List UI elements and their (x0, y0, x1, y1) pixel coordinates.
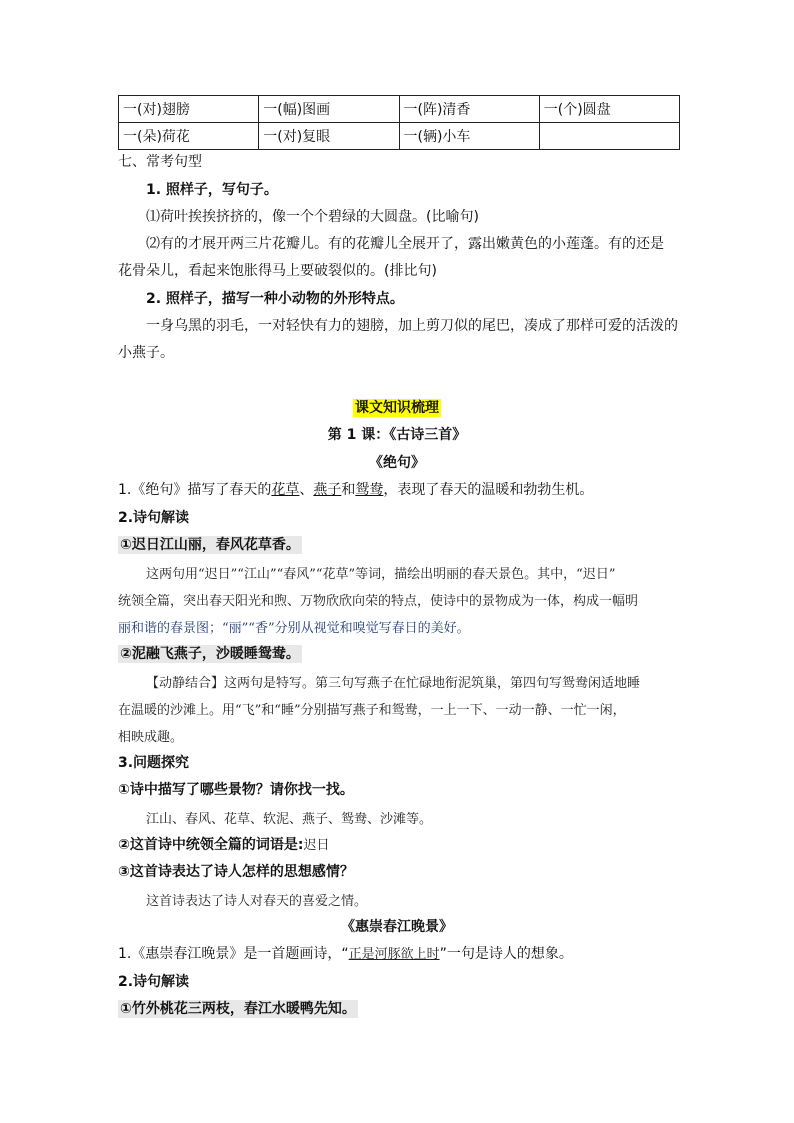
table-cell: 一(辆)小车 (399, 123, 539, 150)
knowledge-banner: 课文知识梳理 (355, 400, 439, 416)
knowledge-banner-row (0, 398, 794, 418)
poem1-line2: ②泥融飞燕子，沙暖睡鸳鸯。 (120, 646, 300, 662)
poem1-explain2-line1: 【动静结合】这两句是特写。第三句写燕子在忙碌地衔泥筑巢，第四句写鸳鸯闲适地睡 (146, 676, 641, 691)
table-row (119, 96, 680, 123)
poem1-explain2-line2: 在温暖的沙滩上。用“飞”和“睡”分别描写燕子和鸳鸯，一上一下、一动一静、一忙一闲， (118, 703, 626, 718)
poem1-line1: ①迟日江山丽，春风花草香。 (120, 537, 300, 553)
poem1-question-3: ③这首诗表达了诗人怎样的思想感情？ (118, 864, 354, 880)
poem2-intro-post: ”一句是诗人的想象。 (439, 946, 573, 962)
poem1-intro-sep: 和 (341, 482, 356, 498)
table-cell: 一(幅)图画 (259, 96, 399, 123)
measure-word-table (118, 95, 680, 150)
poem2-section-2: 2.诗句解读 (118, 974, 190, 990)
poem1-question-1: ①诗中描写了哪些景物？请你找一找。 (118, 782, 354, 798)
poem1-intro-word: 花草 (271, 482, 300, 498)
table-cell: 一(对)翅膀 (119, 96, 259, 123)
section7-question-1: 1. 照样子，写句子。 (146, 182, 278, 198)
poem2-intro (118, 944, 573, 965)
poem1-explain1-line2: 统领全篇，突出春天阳光和煦、万物欣欣向荣的特点，使诗中的景物成为一体，构成一幅明 (118, 594, 639, 609)
table-cell: 一(个)圆盘 (539, 96, 679, 123)
poem2-intro-pre: 1.《惠崇春江晚景》是一首题画诗，“ (118, 946, 349, 962)
table-row (119, 123, 680, 150)
poem1-explain1-line3: 丽和谐的春景图；“丽”“香”分别从视觉和嗅觉写春日的美好。 (118, 621, 470, 636)
section7-sentence-3-line1: 一身乌黑的羽毛，一对轻快有力的翅膀，加上剪刀似的尾巴，凑成了那样可爱的活泼的 (146, 318, 678, 334)
poem2-title: 《惠崇春江晚景》 (341, 919, 453, 935)
poem2-line1-row (118, 999, 358, 1019)
section7-sentence-1: ⑴荷叶挨挨挤挤的，像一个个碧绿的大圆盘。(比喻句) (146, 209, 479, 225)
section7-sentence-2-line1: ⑵有的才展开两三片花瓣儿。有的花瓣儿全展开了，露出嫩黄色的小莲蓬。有的还是 (146, 236, 664, 252)
section7-heading: 七、常考句型 (118, 154, 202, 170)
section7-sentence-2-line2: 花骨朵儿，看起来饱胀得马上要破裂似的。(排比句) (118, 263, 437, 279)
poem1-answer-3: 这首诗表达了诗人对春天的喜爱之情。 (146, 894, 368, 909)
poem1-title: 《绝句》 (369, 455, 425, 471)
poem1-intro-word: 燕子 (313, 482, 342, 498)
poem1-question-2 (118, 835, 329, 856)
poem1-explain2-line3: 相映成趣。 (118, 730, 184, 745)
poem1-answer-1: 江山、春风、花草、软泥、燕子、鸳鸯、沙滩等。 (146, 812, 433, 827)
table-cell (539, 123, 679, 150)
poem2-line1: ①竹外桃花三两枝，春江水暖鸭先知。 (120, 1001, 356, 1017)
poem1-intro-sep: 、 (299, 482, 314, 498)
poem1-intro-pre: 1.《绝句》描写了春天的 (118, 482, 272, 498)
table-cell: 一(阵)清香 (399, 96, 539, 123)
table-cell: 一(对)复眼 (259, 123, 399, 150)
poem1-answer-2: 迟日 (303, 838, 330, 853)
poem1-line1-row (118, 535, 302, 555)
poem1-explain1-line1: 这两句用“迟日”“江山”“春风”“花草”等词，描绘出明丽的春天景色。其中，“迟日” (146, 567, 616, 582)
poem1-section-2: 2.诗句解读 (118, 510, 190, 526)
poem2-intro-quote: 正是河豚欲上时 (348, 947, 440, 962)
section7-sentence-3-line2: 小燕子。 (118, 345, 174, 361)
poem1-intro-post: ，表现了春天的温暖和勃勃生机。 (383, 482, 594, 498)
lesson-title: 第 1 课：《古诗三首》 (327, 427, 467, 443)
section7-question-2: 2. 照样子，描写一种小动物的外形特点。 (146, 291, 404, 307)
poem1-question-2-label: ②这首诗中统领全篇的词语是: (118, 837, 304, 853)
poem1-line2-row (118, 644, 302, 664)
poem1-intro (118, 480, 593, 500)
table-cell: 一(朵)荷花 (119, 123, 259, 150)
poem1-section-3: 3.问题探究 (118, 755, 190, 771)
poem1-intro-word: 鸳鸯 (355, 482, 384, 498)
